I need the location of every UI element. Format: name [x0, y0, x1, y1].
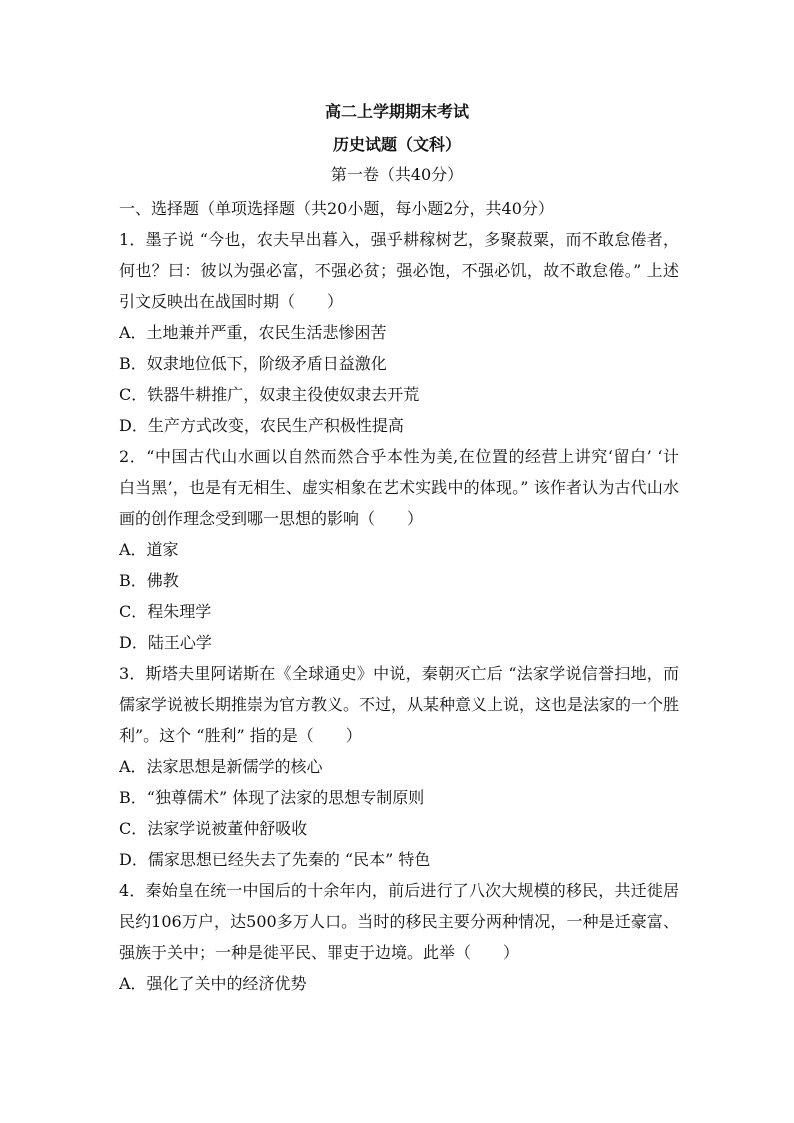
- question-3-option-c: C．法家学说被董仲舒吸收: [119, 819, 308, 838]
- question-1-option-c: C．铁器牛耕推广，奴隶主役使奴隶去开荒: [119, 385, 420, 404]
- question-2-option-c: C．程朱理学: [119, 602, 212, 621]
- question-2-stem: 画的创作理念受到哪一思想的影响（ ）: [119, 509, 424, 528]
- question-3-stem: 利”。这个 “胜利” 指的是（ ）: [119, 726, 362, 745]
- exam-volume: 第一卷（共40分）: [330, 165, 464, 184]
- question-1-option-a: A．土地兼并严重，农民生活悲惨困苦: [119, 323, 387, 342]
- question-4-stem: 4．秦始皇在统一中国后的十余年内，前后进行了八次大规模的移民，共迁徙居: [119, 881, 679, 900]
- question-1-stem: 引文反映出在战国时期（ ）: [119, 292, 344, 311]
- question-content: [119, 193, 679, 999]
- question-3-option-b: B．“独尊儒术” 体现了法家的思想专制原则: [119, 788, 425, 807]
- question-2-stem: 2．“中国古代山水画以自然而然合乎本性为美,在位置的经营上讲究‘留白’ ‘计: [119, 447, 679, 466]
- question-4-stem: 民约106万户，达500多万人口。当时的移民主要分两种情况，一种是迁豪富、: [119, 912, 679, 931]
- exam-subject: 历史试题（文科）: [332, 135, 461, 154]
- exam-title: 高二上学期期末考试: [324, 102, 469, 121]
- question-2-option-d: D．陆王心学: [119, 633, 212, 652]
- question-1-option-d: D．生产方式改变，农民生产积极性提高: [119, 416, 404, 435]
- question-2-stem: 白当黑’，也是有无相生、虚实相象在艺术实践中的体现。” 该作者认为古代山水: [119, 478, 679, 497]
- question-3-stem: 儒家学说被长期推崇为官方教义。不过，从某种意义上说，这也是法家的一个胜: [119, 695, 679, 714]
- question-2-option-a: A．道家: [119, 540, 179, 559]
- section-heading: 一、选择题（单项选择题（共20小题，每小题2分，共40分）: [119, 199, 554, 218]
- question-4-option-a: A．强化了关中的经济优势: [119, 974, 307, 993]
- question-3-option-d: D．儒家思想已经失去了先秦的 “民本” 特色: [119, 850, 431, 869]
- question-3-stem: 3．斯塔夫里阿诺斯在《全球通史》中说，秦朝灭亡后 “法家学说信誉扫地，而: [119, 664, 679, 683]
- question-1-stem: 1．墨子说 “今也，农夫早出暮入，强乎耕稼树艺，多聚菽粟，而不敢怠倦者，: [119, 230, 679, 249]
- question-1-option-b: B．奴隶地位低下，阶级矛盾日益激化: [119, 354, 387, 373]
- question-2-option-b: B．佛教: [119, 571, 179, 590]
- question-1-stem: 何也？曰：彼以为强必富，不强必贫；强必饱，不强必饥，故不敢怠倦。” 上述: [119, 261, 679, 280]
- question-4-stem: 强族于关中；一种是徙平民、罪吏于边境。此举（ ）: [119, 943, 520, 962]
- question-3-option-a: A．法家思想是新儒学的核心: [119, 757, 323, 776]
